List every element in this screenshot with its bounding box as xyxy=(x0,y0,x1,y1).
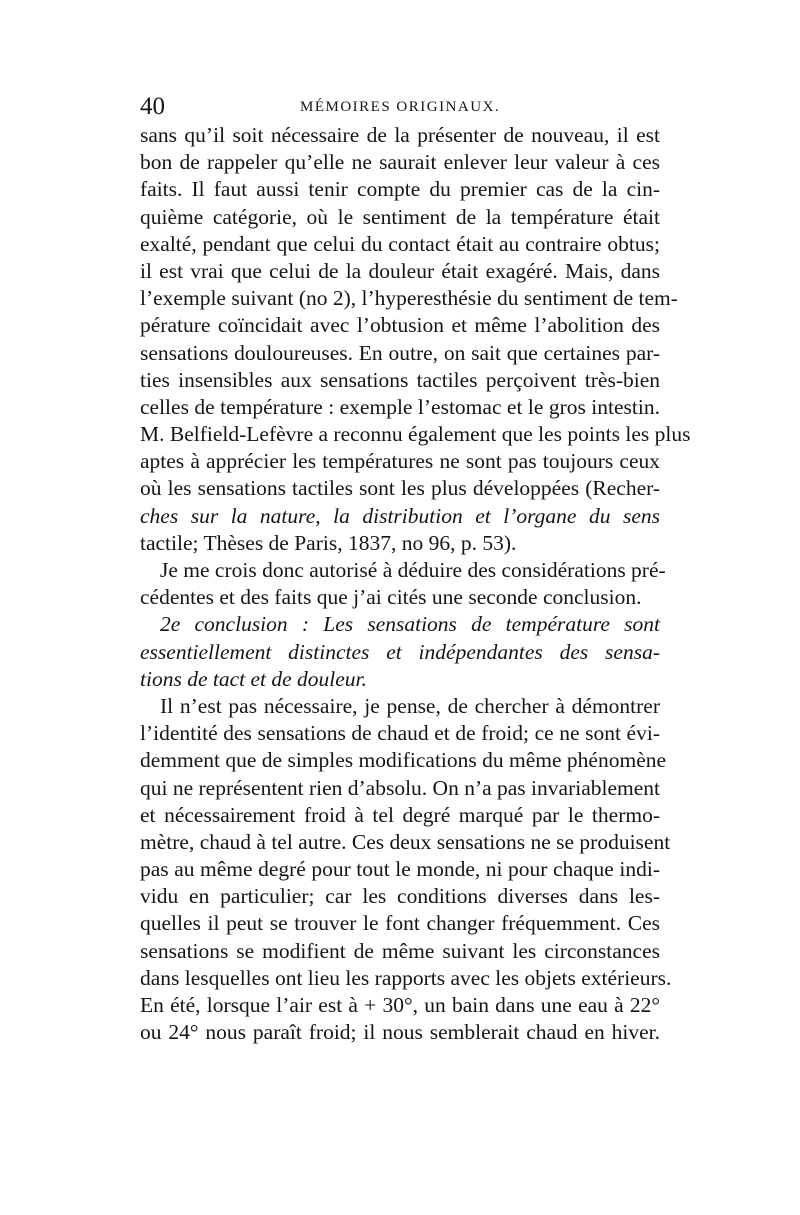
text-line: pas au même degré pour tout le monde, ni pour chaque indi- xyxy=(140,857,660,882)
text-line: essentiellement distinctes et indépendantes des sensa- xyxy=(140,639,660,664)
text-line: qui ne représentent rien d’absolu. On n’a pas invariablement xyxy=(140,775,660,800)
text-line: l’identité des sensations de chaud et de froid; ce ne sont évi- xyxy=(140,721,660,746)
text-line: ties insensibles aux sensations tactiles perçoivent très-bien xyxy=(140,367,660,392)
text-line: l’exemple suivant (no 2), l’hyperesthésie du sentiment de tem- xyxy=(140,286,678,311)
text-line: où les sensations tactiles sont les plus développées (Recher- xyxy=(140,476,660,501)
text-line: vidu en particulier; car les conditions diverses dans les- xyxy=(140,884,660,909)
running-head xyxy=(140,92,660,122)
text-line: ou 24° nous paraît froid; il nous semblerait chaud en hiver. xyxy=(140,1020,660,1045)
text-line: faits. Il faut aussi tenir compte du premier cas de la cin- xyxy=(140,177,660,202)
text-line: 2e conclusion : Les sensations de température sont xyxy=(160,612,660,637)
text-line: tions de tact et de douleur. xyxy=(140,666,367,691)
text-line: quième catégorie, où le sentiment de la température était xyxy=(140,204,660,229)
text-line: pérature coïncidait avec l’obtusion et même l’abolition des xyxy=(140,313,660,338)
text-line: celles de température : exemple l’estomac et le gros intestin. xyxy=(140,394,660,419)
text-line: exalté, pendant que celui du contact était au contraire obtus; xyxy=(140,231,660,256)
text-line: il est vrai que celui de la douleur était exagéré. Mais, dans xyxy=(140,258,660,283)
text-line: bon de rappeler qu’elle ne saurait enlever leur valeur à ces xyxy=(140,150,660,175)
text-line: M. Belfield-Lefèvre a reconnu également que les points les plus xyxy=(140,422,691,447)
text-line: Je me crois donc autorisé à déduire des considérations pré- xyxy=(160,558,666,582)
text-line: et nécessairement froid à tel degré marqué par le thermo- xyxy=(140,802,660,827)
text-line: En été, lorsque l’air est à + 30°, un bain dans une eau à 22° xyxy=(140,993,660,1017)
text-line: aptes à apprécier les températures ne sont pas toujours ceux xyxy=(140,449,660,474)
running-head-title: MÉMOIRES ORIGINAUX. xyxy=(300,99,501,115)
body-text xyxy=(140,122,691,1046)
text-line: cédentes et des faits que j’ai cités une seconde conclusion. xyxy=(140,585,642,610)
text-line: sensations douloureuses. En outre, on sait que certaines par- xyxy=(140,340,660,365)
text-line: mètre, chaud à tel autre. Ces deux sensations ne se produisent xyxy=(140,829,671,854)
text-line: Il n’est pas nécessaire, je pense, de chercher à démontrer xyxy=(160,693,660,718)
page-number: 40 xyxy=(140,93,165,120)
text-line: tactile; Thèses de Paris, 1837, no 96, p. 53). xyxy=(140,530,517,555)
text-line: demment que de simples modifications du même phénomène xyxy=(140,748,667,773)
text-line: quelles il peut se trouver le font changer fréquemment. Ces xyxy=(140,911,660,936)
text-line: sans qu’il soit nécessaire de la présenter de nouveau, il est xyxy=(140,123,660,147)
text-line: ches sur la nature, la distribution et l’organe du sens xyxy=(140,503,660,528)
text-line: sensations se modifient de même suivant les circonstances xyxy=(140,938,660,963)
text-line: dans lesquelles ont lieu les rapports avec les objets extérieurs. xyxy=(140,965,672,990)
